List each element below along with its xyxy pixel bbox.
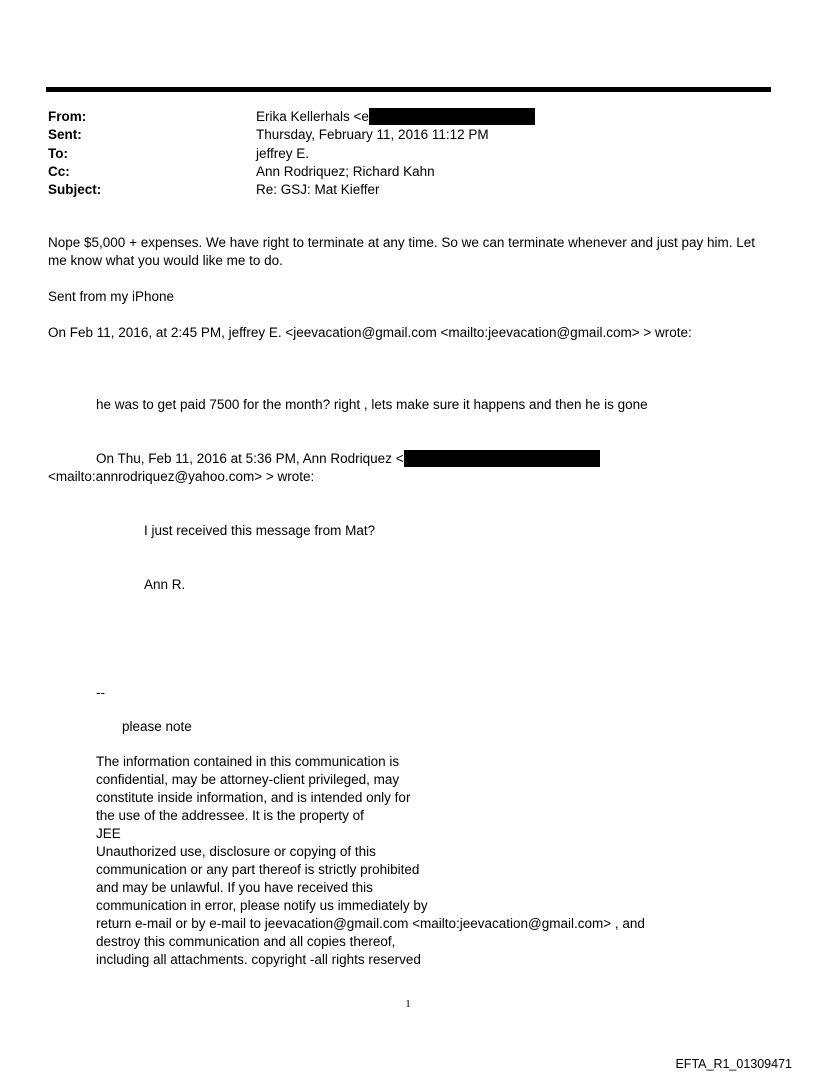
quote2-header-text: On Thu, Feb 11, 2016 at 5:36 PM, Ann Rodriquez < (96, 451, 404, 466)
disclaimer-line: destroy this communication and all copies thereof, (96, 934, 396, 949)
separator: -- (96, 685, 105, 700)
quote2-header-line-1 (96, 450, 600, 468)
disclaimer-line: and may be unlawful. If you have received this (96, 880, 373, 895)
disclaimer-line: constitute inside information, and is intended only for (96, 790, 411, 805)
disclaimer-line: confidential, may be attorney-client privileged, may (96, 772, 400, 787)
note-heading: please note (122, 719, 192, 734)
quote1-header: On Feb 11, 2016, at 2:45 PM, jeffrey E. <jeevacation@gmail.com <mailto:jeevacation@gmail.com> > wrote: (48, 325, 692, 340)
redaction-box (404, 450, 600, 467)
from-value (256, 108, 535, 126)
message-line-2: me know what you would like me to do. (48, 253, 283, 268)
cc-value: Ann Rodriquez; Richard Kahn (256, 163, 435, 179)
disclaimer-block (96, 753, 645, 969)
from-label: From: (48, 109, 87, 124)
sent-value: Thursday, February 11, 2016 11:12 PM (256, 127, 489, 143)
cc-label: Cc: (48, 163, 70, 179)
header-divider (46, 87, 771, 92)
subject-value: Re: GSJ: Mat Kieffer (256, 182, 380, 198)
disclaimer-line: communication or any part thereof is strictly prohibited (96, 862, 420, 877)
sent-label: Sent: (48, 127, 82, 143)
disclaimer-line: the use of the addressee. It is the property of (96, 808, 364, 823)
disclaimer-line: JEE (96, 826, 121, 841)
signature: Sent from my iPhone (48, 289, 175, 304)
page-number: 1 (405, 998, 411, 1010)
document-id: EFTA_R1_01309471 (675, 1057, 792, 1071)
to-label: To: (48, 145, 68, 161)
disclaimer-line: communication in error, please notify us immediately by (96, 898, 428, 913)
redaction-box (369, 108, 535, 125)
disclaimer-line: including all attachments. copyright -all rights reserved (96, 952, 421, 967)
quote2-text: I just received this message from Mat? (144, 523, 376, 538)
disclaimer-line: The information contained in this communication is (96, 754, 400, 769)
message-line-1: Nope $5,000 + expenses. We have right to terminate at any time. So we can terminate whenever and just pay him. Let (48, 235, 756, 250)
from-sender: Erika Kellerhals <e (256, 109, 369, 124)
quote1-text: he was to get paid 7500 for the month? right , lets make sure it happens and then he is gone (96, 397, 648, 412)
subject-label: Subject: (48, 182, 102, 198)
disclaimer-line: Unauthorized use, disclosure or copying of this (96, 844, 376, 859)
quote2-header-line-2: <mailto:annrodriquez@yahoo.com> > wrote: (48, 469, 315, 484)
disclaimer-line: return e-mail or by e-mail to jeevacation@gmail.com <mailto:jeevacation@gmail.com> , and (96, 916, 645, 931)
to-value: jeffrey E. (256, 145, 310, 161)
quote2-sign: Ann R. (144, 577, 186, 592)
